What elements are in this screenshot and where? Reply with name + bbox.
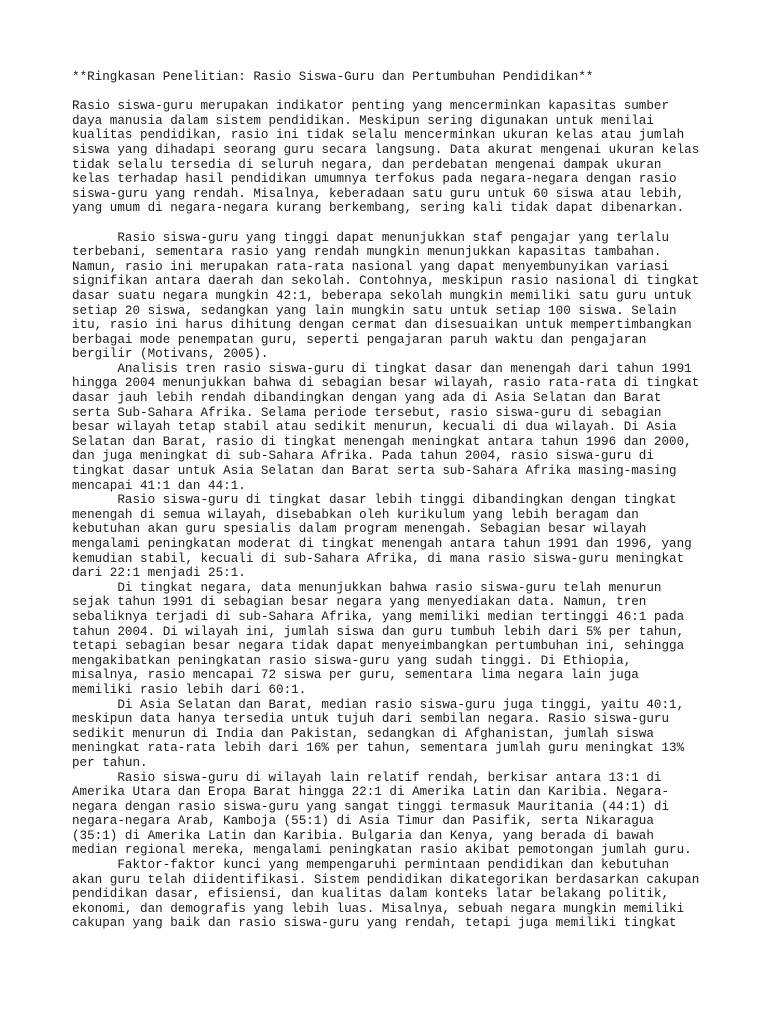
- document-page: [72, 70, 712, 931]
- paragraph-5: Di tingkat negara, data menunjukkan bahwa rasio siswa-guru telah menurun sejak tahun 1991 di sebagian besar negara yang menyediakan data. Namun, tren sebaliknya terjadi di sub-Sahara Afrika, yang memiliki median tertinggi 46:1 pada tahun 2004. Di wilayah ini, jumlah siswa dan guru tumbuh lebih dari 5% per tahun, tetapi sebagian besar negara tidak dapat menyeimbangkan pertumbuhan ini, sehingga mengakibatkan peningkatan rasio siswa-guru yang sudah tinggi. Di Ethiopia, misalnya, rasio mencapai 72 siswa per guru, sementara lima negara lain juga memiliki rasio lebih dari 60:1.: [72, 580, 685, 697]
- document-title: **Ringkasan Penelitian: Rasio Siswa-Guru dan Pertumbuhan Pendidikan**: [72, 70, 594, 84]
- paragraph-intro: Rasio siswa-guru merupakan indikator penting yang mencerminkan kapasitas sumber daya manusia dalam sistem pendidikan. Meskipun sering digunakan untuk menilai kualitas pendidikan, rasio ini tidak selalu mencerminkan ukuran kelas atau jumlah siswa yang dihadapi seorang guru secara langsung. Data akurat mengenai ukuran kelas tidak selalu tersedia di seluruh negara, dan perdebatan mengenai dampak ukuran kelas terhadap hasil pendidikan umumnya terfokus pada negara-negara dengan rasio siswa-guru yang rendah. Misalnya, keberadaan satu guru untuk 60 siswa atau lebih, yang umum di negara-negara kurang berkembang, sering kali tidak dapat dibenarkan.: [72, 99, 700, 216]
- paragraph-7: Rasio siswa-guru di wilayah lain relatif rendah, berkisar antara 13:1 di Amerika Utara dan Eropa Barat hingga 22:1 di Amerika Latin dan Karibia. Negara- negara dengan rasio siswa-guru yang sangat tinggi termasuk Mauritania (44:1) di negara-negara Arab, Kamboja (55:1) di Asia Timur dan Pasifik, serta Nikaragua (35:1) di Amerika Latin dan Karibia. Bulgaria dan Kenya, yang berada di bawah median regional mereka, mengalami peningkatan rasio akibat pemotongan jumlah guru.: [72, 770, 692, 858]
- paragraph-4: Rasio siswa-guru di tingkat dasar lebih tinggi dibandingkan dengan tingkat menengah di semua wilayah, disebabkan oleh kurikulum yang lebih beragam dan kebutuhan akan guru spesialis dalam program menengah. Sebagian besar wilayah mengalami peningkatan moderat di tingkat menengah antara tahun 1991 dan 1996, yang kemudian stabil, kecuali di sub-Sahara Afrika, di mana rasio siswa-guru meningkat dari 22:1 menjadi 25:1.: [72, 493, 692, 581]
- paragraph-8: Faktor-faktor kunci yang mempengaruhi permintaan pendidikan dan kebutuhan akan guru telah diidentifikasi. Sistem pendidikan dikategorikan berdasarkan cakupan pendidikan dasar, efisiensi, dan kualitas dalam konteks latar belakang politik, ekonomi, dan demografis yang lebih luas. Misalnya, sebuah negara mungkin memiliki cakupan yang baik dan rasio siswa-guru yang rendah, tetapi juga memiliki tingkat: [72, 858, 700, 931]
- paragraph-2: Rasio siswa-guru yang tinggi dapat menunjukkan staf pengajar yang terlalu terbebani, sementara rasio yang rendah mungkin menunjukkan kapasitas tambahan. Namun, rasio ini merupakan rata-rata nasional yang dapat menyembunyikan variasi signifikan antara daerah dan sekolah. Contohnya, meskipun rasio nasional di tingkat dasar suatu negara mungkin 42:1, beberapa sekolah mungkin memiliki satu guru untuk setiap 20 siswa, sedangkan yang lain mungkin satu untuk setiap 100 siswa. Selain itu, rasio ini harus dihitung dengan cermat dan disesuaikan untuk mempertimbangkan berbagai mode penempatan guru, seperti pengajaran paruh waktu dan pengajaran bergilir (Motivans, 2005).: [72, 230, 700, 362]
- paragraph-3: Analisis tren rasio siswa-guru di tingkat dasar dan menengah dari tahun 1991 hingga 2004 menunjukkan bahwa di sebagian besar wilayah, rasio rata-rata di tingkat dasar jauh lebih rendah dibandingkan dengan yang ada di Asia Selatan dan Barat serta Sub-Sahara Afrika. Selama periode tersebut, rasio siswa-guru di sebagian besar wilayah tetap stabil atau sedikit menurun, kecuali di dua wilayah. Di Asia Selatan dan Barat, rasio di tingkat menengah meningkat antara tahun 1996 dan 2000, dan juga meningkat di sub-Sahara Afrika. Pada tahun 2004, rasio siswa-guru di tingkat dasar untuk Asia Selatan dan Barat serta sub-Sahara Afrika masing-masing mencapai 41:1 dan 44:1.: [72, 361, 700, 493]
- paragraph-6: Di Asia Selatan dan Barat, median rasio siswa-guru juga tinggi, yaitu 40:1, meskipun data hanya tersedia untuk tujuh dari sembilan negara. Rasio siswa-guru sedikit menurun di India dan Pakistan, sedangkan di Afghanistan, jumlah siswa meningkat rata-rata lebih dari 16% per tahun, sementara jumlah guru meningkat 13% per tahun.: [72, 697, 685, 770]
